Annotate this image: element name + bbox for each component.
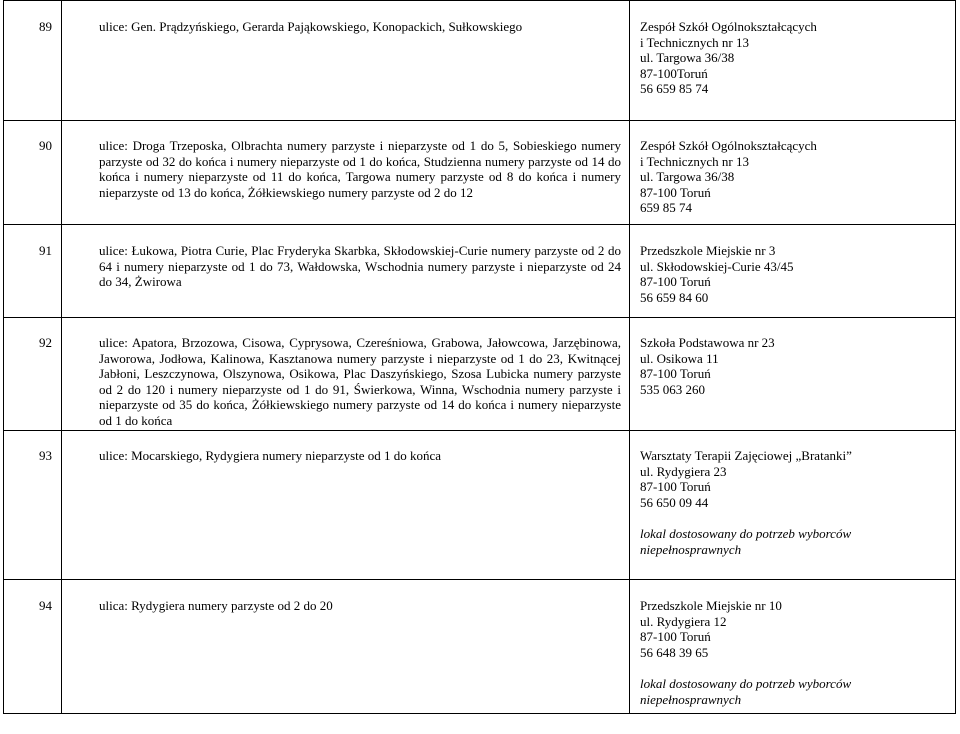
table-row [4,121,956,225]
location-city: 87-100 Toruń [640,366,711,382]
district-streets: ulice: Gen. Prądzyńskiego, Gerarda Pająkowskiego, Konopackich, Sułkowskiego [62,1,630,121]
location-phone: 56 659 84 60 [640,289,709,305]
district-streets: ulice: Apatora, Brzozowa, Cisowa, Cyprysowa, Czereśniowa, Grabowa, Jałowcowa, Jarzębinowa, Jaworowa, Jodłowa, Kalinowa, Kasztanowa numery parzyste i nieparzyste od 1 do 23, Kwitnącej Jabłoni, Leszczynowa, Olszynowa, Osikowa, Plac Daszyńskiego, Szosa Lubicka numery parzyste od 2 do 120 i numery nieparzyste od 1 do 91, Świerkowa, Winna, Wschodnia numery parzyste i nieparzyste od 35 do końca, Żółkiewskiego numery parzyste od 14 do końca i numery nieparzyste od 1 do końca [62,318,630,431]
table-row [4,580,956,714]
location-phone: 659 85 74 [640,200,692,216]
location-address: ul. Skłodowskiej-Curie 43/45 [640,258,794,274]
polling-location [630,318,956,431]
district-streets: ulice: Droga Trzeposka, Olbrachta numery parzyste i nieparzyste od 1 do 5, Sobieskiego numery parzyste od 32 do końca i numery nieparzyste od 1 do końca, Studzienna numery parzyste od 14 do końca i numery nieparzyste od 11 do końca, Targowa numery parzyste od 8 do końca i numery nieparzyste od 13 do końca, Żółkiewskiego numery parzyste od 2 do 12 [62,121,630,225]
spacer [640,510,951,526]
location-city: 87-100Toruń [640,65,708,81]
district-number: 93 [4,431,62,580]
accessibility-note: lokal dostosowany do potrzeb wyborców niepełnosprawnych [640,675,852,707]
location-address: ul. Rydygiera 12 [640,613,727,629]
location-phone: 56 659 85 74 [640,81,709,97]
location-address: ul. Rydygiera 23 [640,463,727,479]
district-number: 92 [4,318,62,431]
district-streets: ulice: Mocarskiego, Rydygiera numery nieparzyste od 1 do końca [62,431,630,580]
location-city: 87-100 Toruń [640,629,711,645]
polling-location [630,431,956,580]
location-address: ul. Targowa 36/38 [640,50,735,66]
district-streets: ulica: Rydygiera numery parzyste od 2 do 20 [62,580,630,714]
district-streets: ulice: Łukowa, Piotra Curie, Plac Fryderyka Skarbka, Skłodowskiej-Curie numery parzyste od 2 do 64 i numery nieparzyste od 1 do 73, Wałdowska, Wschodnia numery parzyste i nieparzyste od 24 do 34, Żwirowa [62,225,630,318]
location-name: Szkoła Podstawowa nr 23 [640,335,775,350]
location-name-cont: i Technicznych nr 13 [640,34,749,50]
spacer [640,660,951,676]
location-name: Przedszkole Miejskie nr 10 [640,598,782,613]
location-city: 87-100 Toruń [640,274,711,290]
polling-location [630,225,956,318]
location-name: Warsztaty Terapii Zajęciowej „Bratanki” [640,448,852,463]
location-city: 87-100 Toruń [640,479,711,495]
location-address: ul. Targowa 36/38 [640,169,735,185]
polling-location [630,1,956,121]
polling-location [630,121,956,225]
location-address: ul. Osikowa 11 [640,350,719,366]
location-name: Zespół Szkół Ogólnokształcących [640,138,817,153]
location-phone: 56 650 09 44 [640,494,709,510]
location-phone: 56 648 39 65 [640,644,709,660]
accessibility-note: lokal dostosowany do potrzeb wyborców niepełnosprawnych [640,525,852,557]
table-row [4,1,956,121]
district-number: 91 [4,225,62,318]
table-row [4,431,956,580]
district-number: 89 [4,1,62,121]
location-phone: 535 063 260 [640,381,705,397]
location-name-cont: i Technicznych nr 13 [640,153,749,169]
district-number: 90 [4,121,62,225]
location-city: 87-100 Toruń [640,184,711,200]
districts-table [3,0,956,714]
district-number: 94 [4,580,62,714]
location-name: Zespół Szkół Ogólnokształcących [640,19,817,34]
location-name: Przedszkole Miejskie nr 3 [640,243,776,258]
table-row [4,318,956,431]
table-row [4,225,956,318]
polling-location [630,580,956,714]
